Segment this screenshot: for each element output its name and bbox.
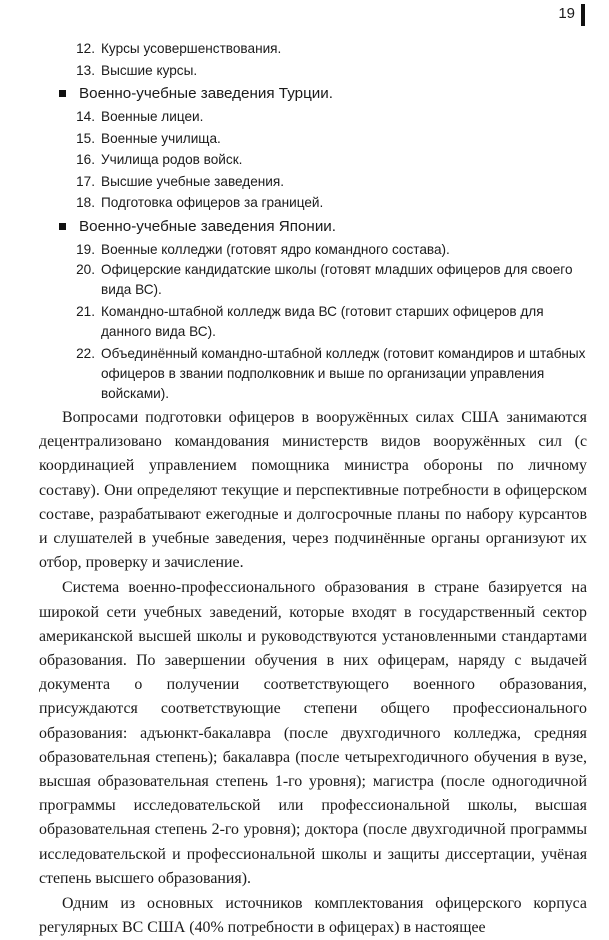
list-item-text: Курсы усовершенствования. bbox=[101, 41, 282, 56]
list-item bbox=[67, 38, 587, 60]
list-item-text: Объединённый командно-штабной колледж (готовит командиров и штабных офицеров в звании подполковник и выше по организации управления войсками). bbox=[101, 346, 586, 401]
list-item-text: Подготовка офицеров за границей. bbox=[101, 195, 324, 210]
list-item bbox=[67, 302, 587, 342]
list-item bbox=[67, 239, 587, 261]
list-item bbox=[67, 344, 587, 404]
list-item-number: 13. bbox=[76, 62, 95, 78]
page-marker-bar bbox=[581, 4, 585, 26]
list-item-text: Высшие курсы. bbox=[101, 62, 198, 78]
list-item-number: 22. bbox=[76, 346, 95, 361]
list-item bbox=[67, 171, 587, 193]
list-item bbox=[67, 128, 587, 150]
list-item-text: Высшие учебные заведения. bbox=[101, 173, 285, 189]
page-content bbox=[39, 38, 587, 940]
list-item-number: 15. bbox=[76, 130, 95, 146]
list-item-number: 18. bbox=[76, 195, 95, 210]
section-heading-text: Военно-учебные заведения Турции. bbox=[79, 85, 333, 102]
list-item bbox=[67, 106, 587, 128]
list-item bbox=[67, 192, 587, 214]
section-heading-text: Военно-учебные заведения Японии. bbox=[79, 217, 337, 235]
list-item-text: Военные колледжи (готовят ядро командного состава). bbox=[101, 241, 450, 257]
list-item-text: Командно-штабной колледж вида ВС (готовит старших офицеров для данного вида ВС). bbox=[101, 304, 544, 339]
list-item bbox=[67, 149, 587, 171]
list-item-text: Офицерские кандидатские школы (готовят младших офицеров для своего вида ВС). bbox=[101, 262, 573, 297]
list-item-number: 19. bbox=[76, 241, 95, 257]
list-item bbox=[67, 60, 587, 82]
list-item-number: 17. bbox=[76, 173, 95, 189]
body-paragraph: Система военно-профессионального образования в стране базируется на широкой сети учебных заведений, которые входят в государственный сектор американской высшей школы и руководствуются установленными стандартами образования. По завершении обучения в них офицерам, наряду с выдачей документа о получении соответствующего военного образования, присуждаются соответствующие степени общего профессионального образования: адъюнкт-бакалавра (после двухгодичного колледжа, средняя образовательная степень); бакалавра (после четырехгодичного обучения в вузе, высшая образовательная степень 1-го уровня); магистра (после одногодичной программы исследовательской или профессиональной школы, высшая образовательная степень 2-го уровня); доктора (после двухгодичной программы исследовательской и профессиональной школы и защиты диссертации, учёная степень высшего образования). bbox=[39, 579, 587, 887]
square-bullet-icon bbox=[59, 223, 66, 230]
body-paragraph: Одним из основных источников комплектования офицерского корпуса регулярных ВС США (40% потребности в офицерах) в настоящее bbox=[39, 895, 587, 937]
list-item-number: 21. bbox=[76, 304, 95, 319]
list-item-number: 20. bbox=[76, 262, 95, 277]
section-heading-turkey bbox=[47, 82, 587, 105]
list-item-text: Военные лицеи. bbox=[101, 109, 204, 124]
square-bullet-icon bbox=[59, 90, 66, 97]
list-item-text: Училища родов войск. bbox=[101, 152, 243, 167]
body-paragraph: Вопросами подготовки офицеров в вооружённых силах США занимаются децентрализовано командования министерств видов вооружённых сил (с координацией управлением помощника министра обороны по личному составу). Они определяют текущие и перспективные потребности в офицерском составе, разрабатывают ежегодные и долгосрочные планы по набору курсантов и слушателей в учебные заведения, через подчинённые органы организуют их отбор, проверку и зачисление. bbox=[39, 409, 587, 572]
list-item-number: 12. bbox=[76, 41, 95, 56]
list-item-number: 16. bbox=[76, 152, 95, 167]
list-item bbox=[67, 260, 587, 300]
section-heading-japan bbox=[47, 215, 587, 238]
list-item-number: 14. bbox=[76, 109, 95, 124]
list-item-text: Военные училища. bbox=[101, 130, 221, 146]
page-number: 19 bbox=[558, 5, 575, 22]
